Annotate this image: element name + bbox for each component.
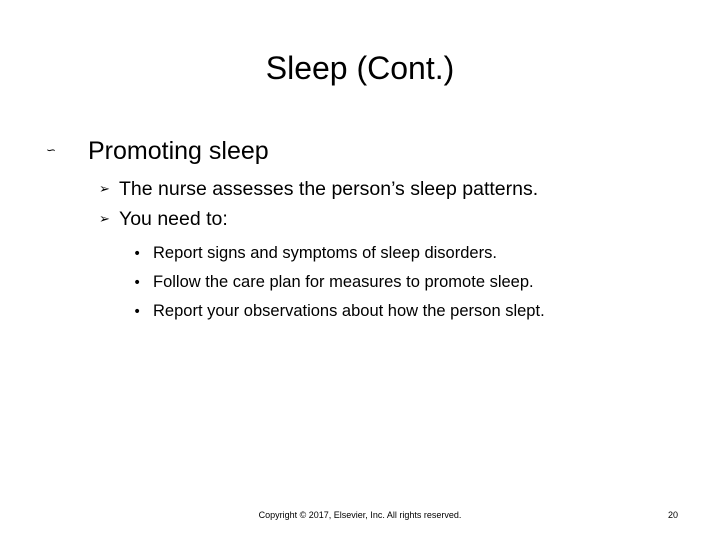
sub-bullet-text: The nurse assesses the person’s sleep patterns.: [119, 178, 539, 200]
wavy-bullet-icon: ∽: [46, 143, 57, 157]
dot-bullet-icon: •: [133, 304, 142, 320]
sub-sub-bullet-text: Follow the care plan for measures to promote sleep.: [153, 273, 534, 291]
sub-sub-bullet: [133, 272, 534, 293]
sub-sub-bullet: [133, 301, 545, 322]
arrow-bullet-icon: ➢: [99, 212, 110, 227]
dot-bullet-icon: •: [133, 275, 142, 291]
copyright-footer: Copyright © 2017, Elsevier, Inc. All rights reserved.: [258, 510, 462, 520]
sub-sub-bullet-text: Report your observations about how the person slept.: [153, 302, 545, 320]
sub-bullet: [99, 207, 228, 232]
page-number: 20: [667, 510, 678, 520]
sub-bullet: [99, 177, 538, 202]
slide-title: Sleep (Cont.): [265, 50, 455, 86]
sub-sub-bullet-text: Report signs and symptoms of sleep disorders.: [153, 244, 497, 262]
dot-bullet-icon: •: [133, 246, 142, 262]
arrow-bullet-icon: ➢: [99, 182, 110, 197]
sub-bullet-text: You need to:: [119, 208, 228, 230]
main-bullet: [46, 133, 269, 168]
sub-sub-bullet: [133, 243, 497, 264]
main-bullet-text: Promoting sleep: [88, 137, 269, 165]
